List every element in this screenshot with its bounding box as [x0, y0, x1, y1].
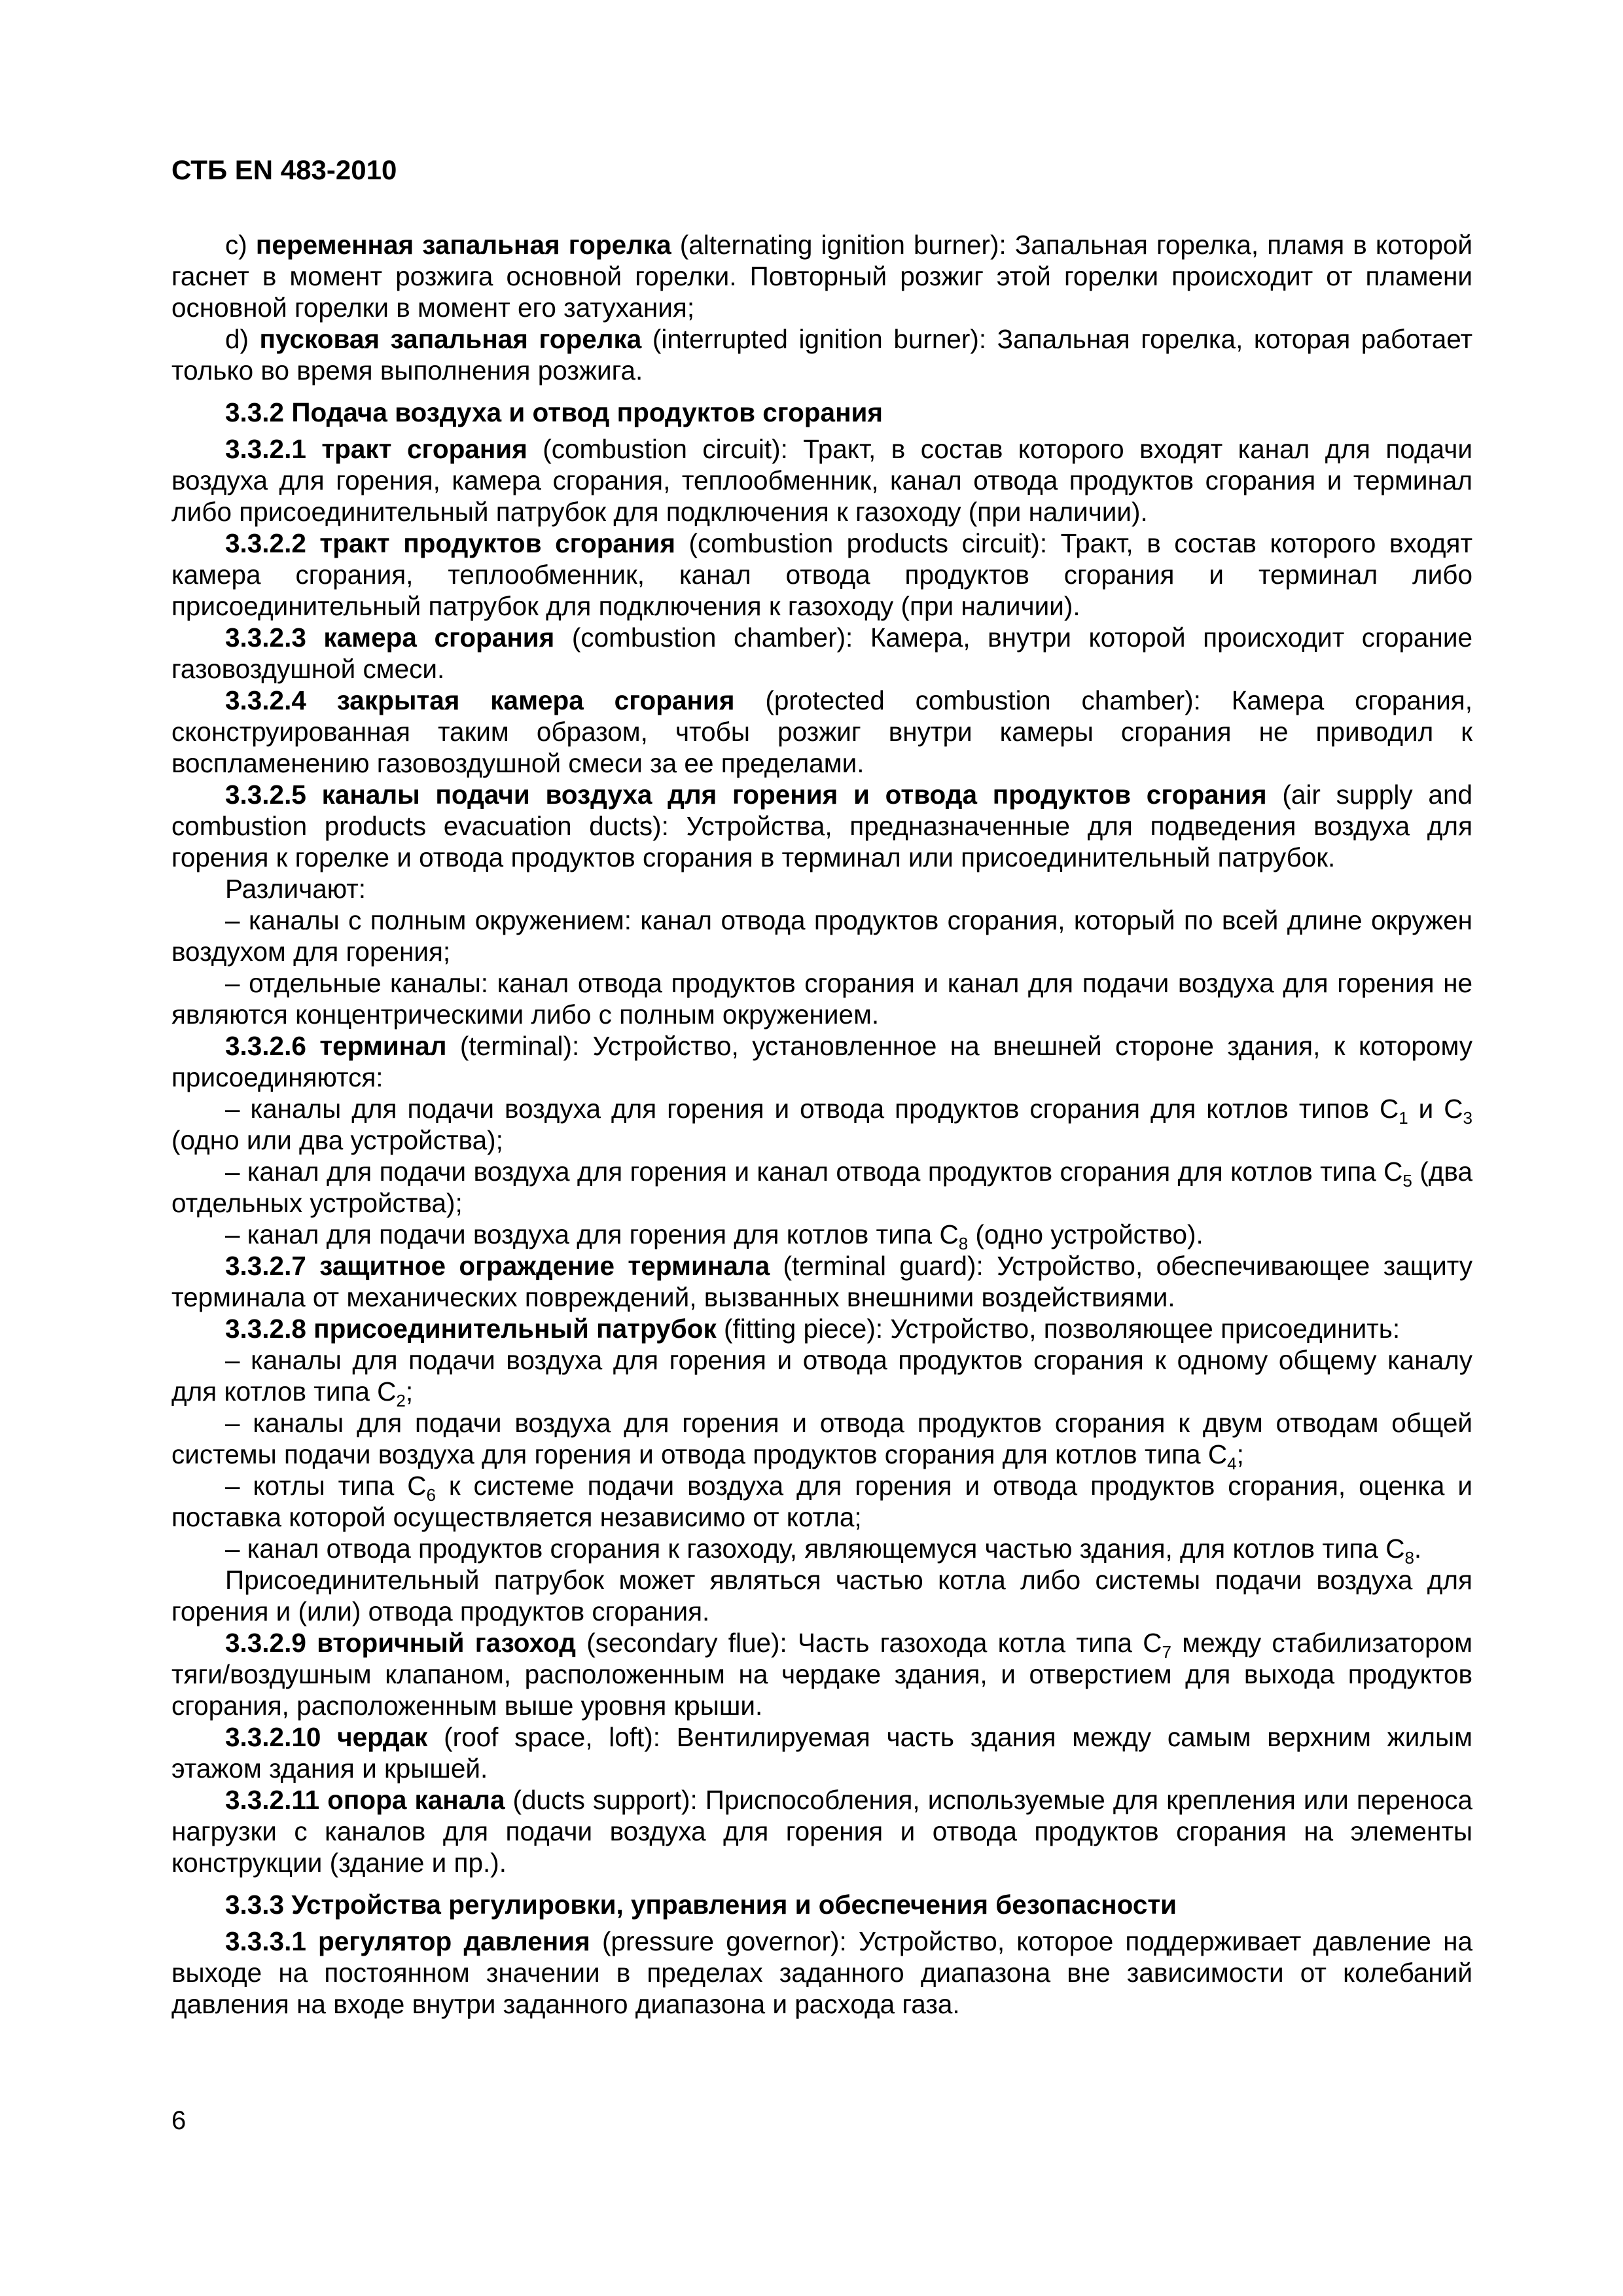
definition-paragraph: 3.3.2.9 вторичный газоход (secondary flue): Часть газохода котла типа $C_7$ между стабилизатором тяги/воздушным клапаном, расположенным на чердаке здания, и отверстием для выхода продуктов сгорания, расположенным выше уровня крыши.	[171, 1628, 1472, 1721]
list-item: – каналы для подачи воздуха для горения и отвода продуктов сгорания для котлов типов $C_1$ и $C_3$ (одно или два устройства);	[171, 1094, 1472, 1155]
definition-paragraph: 3.3.2.6 терминал (terminal): Устройство, установленное на внешней стороне здания, к которому присоединяются:	[171, 1031, 1472, 1092]
definition-paragraph: 3.3.2.5 каналы подачи воздуха для горения и отвода продуктов сгорания (air supply and combustion products evacuation ducts): Устройства, предназначенные для подведения воздуха для горения к горелке и отвода продуктов сгорания в терминал или присоединительный патрубок.	[171, 780, 1472, 872]
section-heading: 3.3.3 Устройства регулировки, управления и обеспечения безопасности	[225, 1890, 1177, 1920]
definition-paragraph: 3.3.2.11 опора канала (ducts support): Приспособления, используемые для крепления или переноса нагрузки с каналов для подачи воздуха для горения и отвода продуктов сгорания на элементы конструкции (здание и пр.).	[171, 1785, 1472, 1878]
definition-paragraph: 3.3.2.4 закрытая камера сгорания (protected combustion chamber): Камера сгорания, сконструированная таким образом, чтобы розжиг внутри камеры сгорания не приводил к воспламенению газовоздушной смеси за ее пределами.	[171, 685, 1472, 778]
definition-paragraph: d) пусковая запальная горелка (interrupted ignition burner): Запальная горелка, которая работает только во время выполнения розжига.	[171, 324, 1473, 386]
list-item: – каналы с полным окружением: канал отвода продуктов сгорания, который по всей длине окружен воздухом для горения;	[171, 905, 1472, 967]
section-heading: 3.3.2 Подача воздуха и отвод продуктов сгорания	[225, 397, 883, 427]
definition-paragraph: 3.3.2.1 тракт сгорания (combustion circuit): Тракт, в состав которого входят канал для подачи воздуха для горения, камера сгорания, теплообменник, канал отвода продуктов сгорания и терминал либо присоединительный патрубок для подключения к газоходу (при наличии).	[171, 434, 1472, 527]
list-item: – канал для подачи воздуха для горения для котлов типа $C_8$ (одно устройство).	[225, 1219, 1204, 1254]
list-item: – каналы для подачи воздуха для горения и отвода продуктов сгорания к двум отводам общей системы подачи воздуха для горения и отвода продуктов сгорания для котлов типа $C_4$;	[171, 1408, 1472, 1474]
definition-paragraph: 3.3.2.10 чердак (roof space, loft): Вентилируемая часть здания между самым верхним жилым этажом здания и крышей.	[171, 1722, 1472, 1784]
text-paragraph: Различают:	[225, 874, 366, 904]
list-item: – котлы типа $C_6$ к системе подачи воздуха для горения и отвода продуктов сгорания, оценка и поставка которой осуществляется независимо от котла;	[171, 1471, 1472, 1532]
list-item: – канал отвода продуктов сгорания к газоходу, являющемуся частью здания, для котлов типа $C_8$.	[225, 1534, 1422, 1568]
definition-paragraph: 3.3.2.2 тракт продуктов сгорания (combustion products circuit): Тракт, в состав которого входят камера сгорания, теплообменник, канал отвода продуктов сгорания и терминал либо присоединительный патрубок для подключения к газоходу (при наличии).	[171, 528, 1472, 621]
list-item: – отдельные каналы: канал отвода продуктов сгорания и канал для подачи воздуха для горения не являются концентрическими либо с полным окружением.	[171, 968, 1472, 1030]
document-code-header: СТБ EN 483-2010	[171, 154, 397, 185]
list-item: – каналы для подачи воздуха для горения и отвода продуктов сгорания к одному общему каналу для котлов типа $C_2$;	[171, 1345, 1472, 1411]
document-body	[171, 229, 1472, 2020]
list-item: – канал для подачи воздуха для горения и канал отвода продуктов сгорания для котлов типа $C_5$ (два отдельных устройства);	[171, 1157, 1472, 1218]
definition-paragraph: 3.3.2.3 камера сгорания (combustion chamber): Камера, внутри которой происходит сгорание газовоздушной смеси.	[171, 622, 1472, 684]
definition-paragraph: 3.3.2.7 защитное ограждение терминала (terminal guard): Устройство, обеспечивающее защиту терминала от механических повреждений, вызванных внешними воздействиями.	[171, 1251, 1472, 1312]
page-number: 6	[171, 2106, 187, 2135]
definition-paragraph: 3.3.2.8 присоединительный патрубок (fitting piece): Устройство, позволяющее присоединить:	[225, 1314, 1400, 1344]
definition-paragraph: 3.3.3.1 регулятор давления (pressure governor): Устройство, которое поддерживает давление на выходе на постоянном значении в пределах заданного диапазона вне зависимости от колебаний давления на входе внутри заданного диапазона и расхода газа.	[171, 1926, 1472, 2019]
text-paragraph: Присоединительный патрубок может являться частью котла либо системы подачи воздуха для горения и (или) отвода продуктов сгорания.	[171, 1565, 1472, 1626]
definition-paragraph: c) переменная запальная горелка (alternating ignition burner): Запальная горелка, пламя в которой гаснет в момент розжига основной горелки. Повторный розжиг этой горелки происходит от пламени основной горелки в момент его затухания;	[171, 230, 1472, 323]
